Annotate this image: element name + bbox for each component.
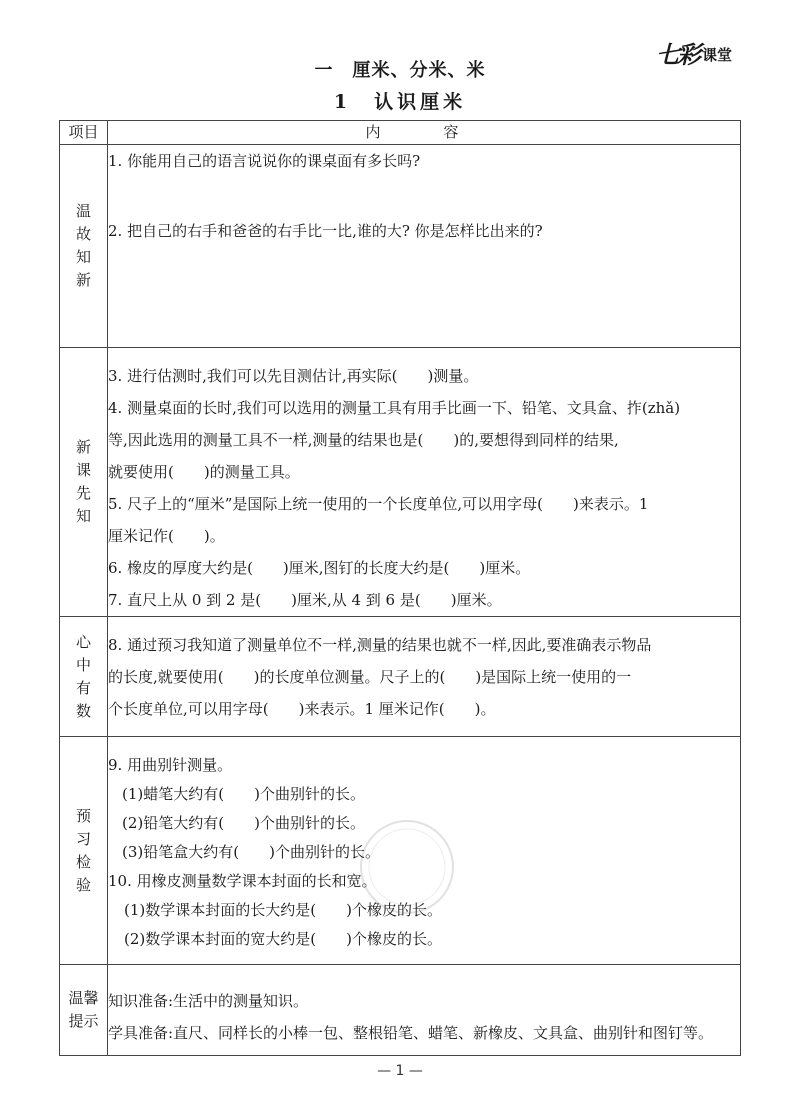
- section-review: [60, 145, 741, 348]
- question-4: 4. 测量桌面的长时,我们可以选用的测量工具有用手比画一下、铅笔、文具盒、拃(zhǎ): [108, 399, 681, 417]
- knowledge-prep: 知识准备:生活中的测量知识。: [108, 992, 309, 1010]
- section-tips: [60, 965, 741, 1056]
- header-content: 内 容: [108, 121, 741, 145]
- question-6: 6. 橡皮的厚度大约是( )厘米,图钉的长度大约是( )厘米。: [108, 559, 531, 577]
- page-number: — 1 —: [377, 1063, 423, 1079]
- table-header-row: [60, 121, 741, 145]
- section-preview: [60, 348, 741, 617]
- question-9-3: (3)铅笔盒大约有( )个曲别针的长。: [122, 843, 380, 861]
- question-5: 5. 尺子上的“厘米”是国际上统一使用的一个长度单位,可以用字母( )来表示。1: [108, 495, 649, 513]
- header-item: 项目: [60, 121, 108, 145]
- question-3: 3. 进行估测时,我们可以先目测估计,再实际( )测量。: [108, 367, 479, 385]
- section-label: 温 故 知 新: [60, 145, 108, 348]
- tool-prep: 学具准备:直尺、同样长的小棒一包、整根铅笔、蜡笔、新橡皮、文具盒、曲别针和图钉等。: [108, 1024, 714, 1042]
- question-5-cont: 厘米记作( )。: [108, 527, 225, 545]
- question-8-cont: 的长度,就要使用( )的长度单位测量。尺子上的( )是国际上统一使用的一: [108, 668, 632, 686]
- section-content: [108, 145, 741, 348]
- question-10-2: (2)数学课本封面的宽大约是( )个橡皮的长。: [124, 930, 442, 948]
- question-4-cont: 等,因此选用的测量工具不一样,测量的结果也是( )的,要想得到同样的结果,: [108, 431, 619, 449]
- question-9-2: (2)铅笔大约有( )个曲别针的长。: [122, 814, 365, 832]
- question-4-cont: 就要使用( )的测量工具。: [108, 463, 300, 481]
- section-summary: [60, 617, 741, 737]
- section-content: [108, 348, 741, 617]
- question-9: 9. 用曲别针测量。: [108, 756, 233, 774]
- logo-brand: 七彩: [656, 41, 698, 69]
- question-9-1: (1)蜡笔大约有( )个曲别针的长。: [122, 785, 365, 803]
- question-8-cont: 个长度单位,可以用字母( )来表示。1 厘米记作( )。: [108, 700, 496, 718]
- section-label: 温馨 提示: [60, 965, 108, 1056]
- logo-suffix: 课堂: [702, 46, 733, 64]
- section-content: [108, 965, 741, 1056]
- question-10: 10. 用橡皮测量数学课本封面的长和宽。: [108, 872, 377, 890]
- question-1: 1. 你能用自己的语言说说你的课桌面有多长吗?: [108, 152, 421, 170]
- question-8: 8. 通过预习我知道了测量单位不一样,测量的结果也就不一样,因此,要准确表示物品: [108, 636, 652, 654]
- section-label: 心 中 有 数: [60, 617, 108, 737]
- lesson-title: 1 认识厘米: [333, 91, 467, 113]
- section-label: 预 习 检 验: [60, 737, 108, 965]
- unit-title: 一 厘米、分米、米: [314, 60, 486, 81]
- question-10-1: (1)数学课本封面的长大约是( )个橡皮的长。: [124, 901, 442, 919]
- question-2: 2. 把自己的右手和爸爸的右手比一比,谁的大? 你是怎样比出来的?: [108, 222, 543, 240]
- question-7: 7. 直尺上从 0 到 2 是( )厘米,从 4 到 6 是( )厘米。: [108, 591, 502, 609]
- section-label: 新 课 先 知: [60, 348, 108, 617]
- section-content: [108, 617, 741, 737]
